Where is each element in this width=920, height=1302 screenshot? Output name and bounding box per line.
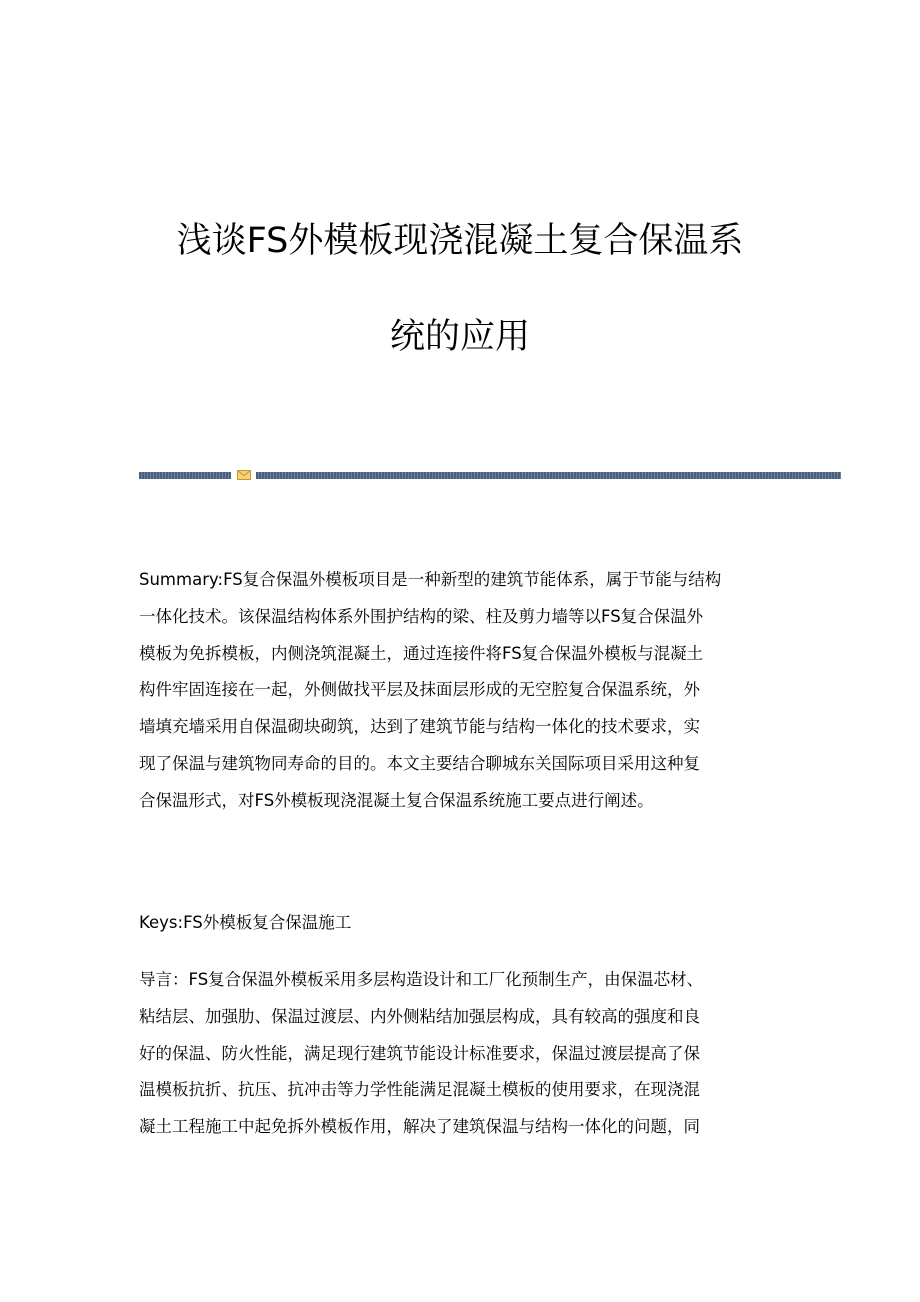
summary-line: Summary:FS复合保温外模板项目是一种新型的建筑节能体系，属于节能与结构 xyxy=(139,570,722,589)
summary-line: 现了保温与建筑物同寿命的目的。本文主要结合聊城东关国际项目采用这种复 xyxy=(139,753,700,773)
document-title-line-2: 统的应用 xyxy=(389,317,530,357)
summary-line: 一体化技术。该保温结构体系外围护结构的梁、柱及剪力墙等以FS复合保温外 xyxy=(139,606,704,626)
summary-line: 构件牢固连接在一起，外侧做找平层及抹面层形成的无空腔复合保温系统，外 xyxy=(139,680,700,700)
summary-line: 墙填充墙采用自保温砌块砌筑，达到了建筑节能与结构一体化的技术要求，实 xyxy=(139,717,700,737)
summary-paragraph xyxy=(139,562,789,820)
divider-bar-right xyxy=(256,472,841,479)
keywords-line: Keys:FS外模板复合保温施工 xyxy=(139,913,352,932)
summary-line: 模板为免拆模板，内侧浇筑混凝土，通过连接件将FS复合保温外模板与混凝土 xyxy=(139,643,704,663)
intro-line: 凝土工程施工中起免拆外模板作用，解决了建筑保温与结构一体化的问题，同 xyxy=(139,1117,700,1137)
keywords-paragraph xyxy=(139,905,789,942)
summary-line: 合保温形式，对FS外模板现浇混凝土复合保温系统施工要点进行阐述。 xyxy=(139,790,654,810)
intro-line: 粘结层、加强肋、保温过渡层、内外侧粘结加强层构成，具有较高的强度和良 xyxy=(139,1006,700,1026)
introduction-paragraph xyxy=(139,962,789,1146)
intro-line: 温模板抗折、抗压、抗冲击等力学性能满足混凝土模板的使用要求，在现浇混 xyxy=(139,1080,700,1100)
document-title-line-1: 浅谈FS外模板现浇混凝土复合保温系 xyxy=(176,221,744,261)
intro-line: 好的保温、防火性能，满足现行建筑节能设计标准要求，保温过渡层提高了保 xyxy=(139,1043,700,1063)
title-divider xyxy=(139,470,841,480)
intro-line: 导言：FS复合保温外模板采用多层构造设计和工厂化预制生产，由保温芯材、 xyxy=(139,970,704,989)
envelope-icon xyxy=(237,470,251,480)
divider-bar-left xyxy=(139,472,231,479)
